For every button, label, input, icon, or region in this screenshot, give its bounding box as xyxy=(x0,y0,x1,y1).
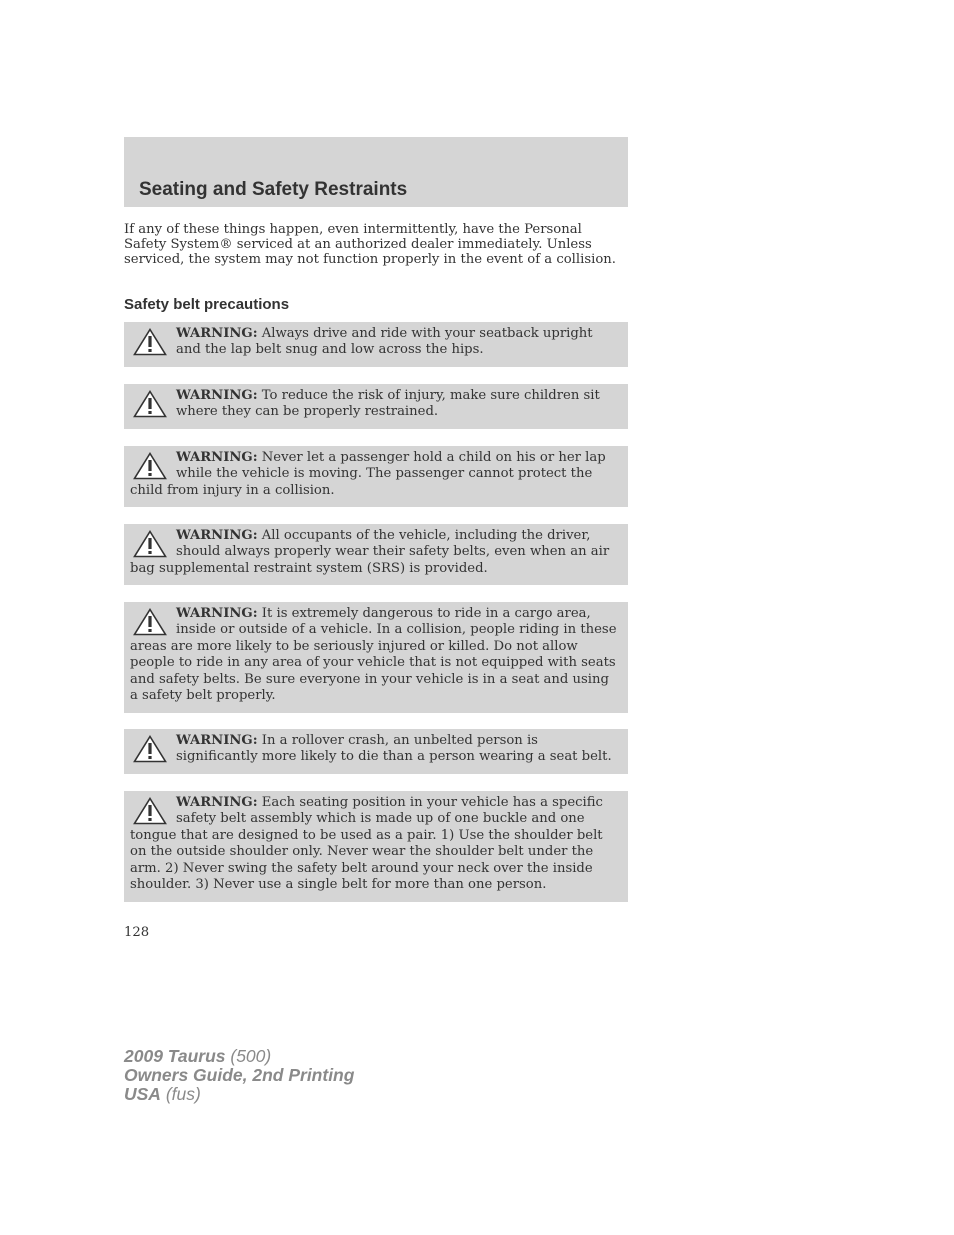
footer-market-code: (fus) xyxy=(165,1083,201,1104)
warning-box xyxy=(124,524,628,585)
footer-line-model xyxy=(124,1047,354,1066)
footer-model: 2009 Taurus xyxy=(124,1046,226,1066)
warning-box xyxy=(124,729,628,774)
footer-market: USA xyxy=(124,1083,161,1104)
footer-model-code: (500) xyxy=(230,1046,272,1066)
warning-text: Always drive and ride with your seatback upright and the lap belt snug and low across the hips. xyxy=(176,326,593,358)
warning-triangle-icon xyxy=(133,735,167,763)
warning-label: WARNING: xyxy=(176,326,258,341)
warning-box xyxy=(124,446,628,507)
section-title: Seating and Safety Restraints xyxy=(139,179,408,200)
warning-text: To reduce the risk of injury, make sure children sit where they can be properly restrained. xyxy=(176,388,600,420)
warning-label: WARNING: xyxy=(176,528,258,543)
section-header-band xyxy=(124,137,628,207)
warning-box xyxy=(124,322,628,367)
warning-text: Never let a passenger hold a child on his or her lap while the vehicle is moving. The passenger cannot protect the child from injury in a collision. xyxy=(130,450,606,498)
warning-label: WARNING: xyxy=(176,795,258,810)
warning-triangle-icon xyxy=(133,328,167,356)
warning-triangle-icon xyxy=(133,452,167,480)
warning-text: All occupants of the vehicle, including the driver, should always properly wear their safety belts, even when an air bag supplemental restraint system (SRS) is provided. xyxy=(130,528,610,576)
footer-line-market xyxy=(124,1085,354,1104)
warning-label: WARNING: xyxy=(176,388,258,403)
document-footer xyxy=(124,1047,354,1103)
warning-text: Each seating position in your vehicle has a specific safety belt assembly which is made up of one buckle and one tongue that are designed to be used as a pair. 1) Use the shoulder belt on the outside shoulder only. Never wear the shoulder belt under the arm. 2) Never swing the safety belt around your neck over the inside shoulder. 3) Never use a single belt for more than one person. xyxy=(130,795,603,893)
warning-label: WARNING: xyxy=(176,606,258,621)
page-number: 128 xyxy=(124,925,150,940)
intro-paragraph: If any of these things happen, even intermittently, have the Personal Safety System® serviced at an authorized dealer immediately. Unless serviced, the system may not function properly in the event of a collision. xyxy=(124,222,616,268)
warning-box xyxy=(124,791,628,902)
warning-triangle-icon xyxy=(133,608,167,636)
footer-guide: Owners Guide, 2nd Printing xyxy=(124,1064,355,1085)
warning-triangle-icon xyxy=(133,530,167,558)
warning-box xyxy=(124,384,628,429)
warning-text: In a rollover crash, an unbelted person is significantly more likely to die than a person wearing a seat belt. xyxy=(176,733,612,765)
warning-triangle-icon xyxy=(133,797,167,825)
warning-triangle-icon xyxy=(133,390,167,418)
subheading: Safety belt precautions xyxy=(124,296,290,313)
warning-box xyxy=(124,602,628,713)
footer-line-guide xyxy=(124,1066,354,1085)
warning-label: WARNING: xyxy=(176,733,258,748)
warning-label: WARNING: xyxy=(176,450,258,465)
warning-text: It is extremely dangerous to ride in a cargo area, inside or outside of a vehicle. In a collision, people riding in these areas are more likely to be seriously injured or killed. Do not allow people to ride in any area of your vehicle that is not equipped with seats and safety belts. Be sure everyone in your vehicle is in a seat and using a safety belt properly. xyxy=(130,606,617,704)
